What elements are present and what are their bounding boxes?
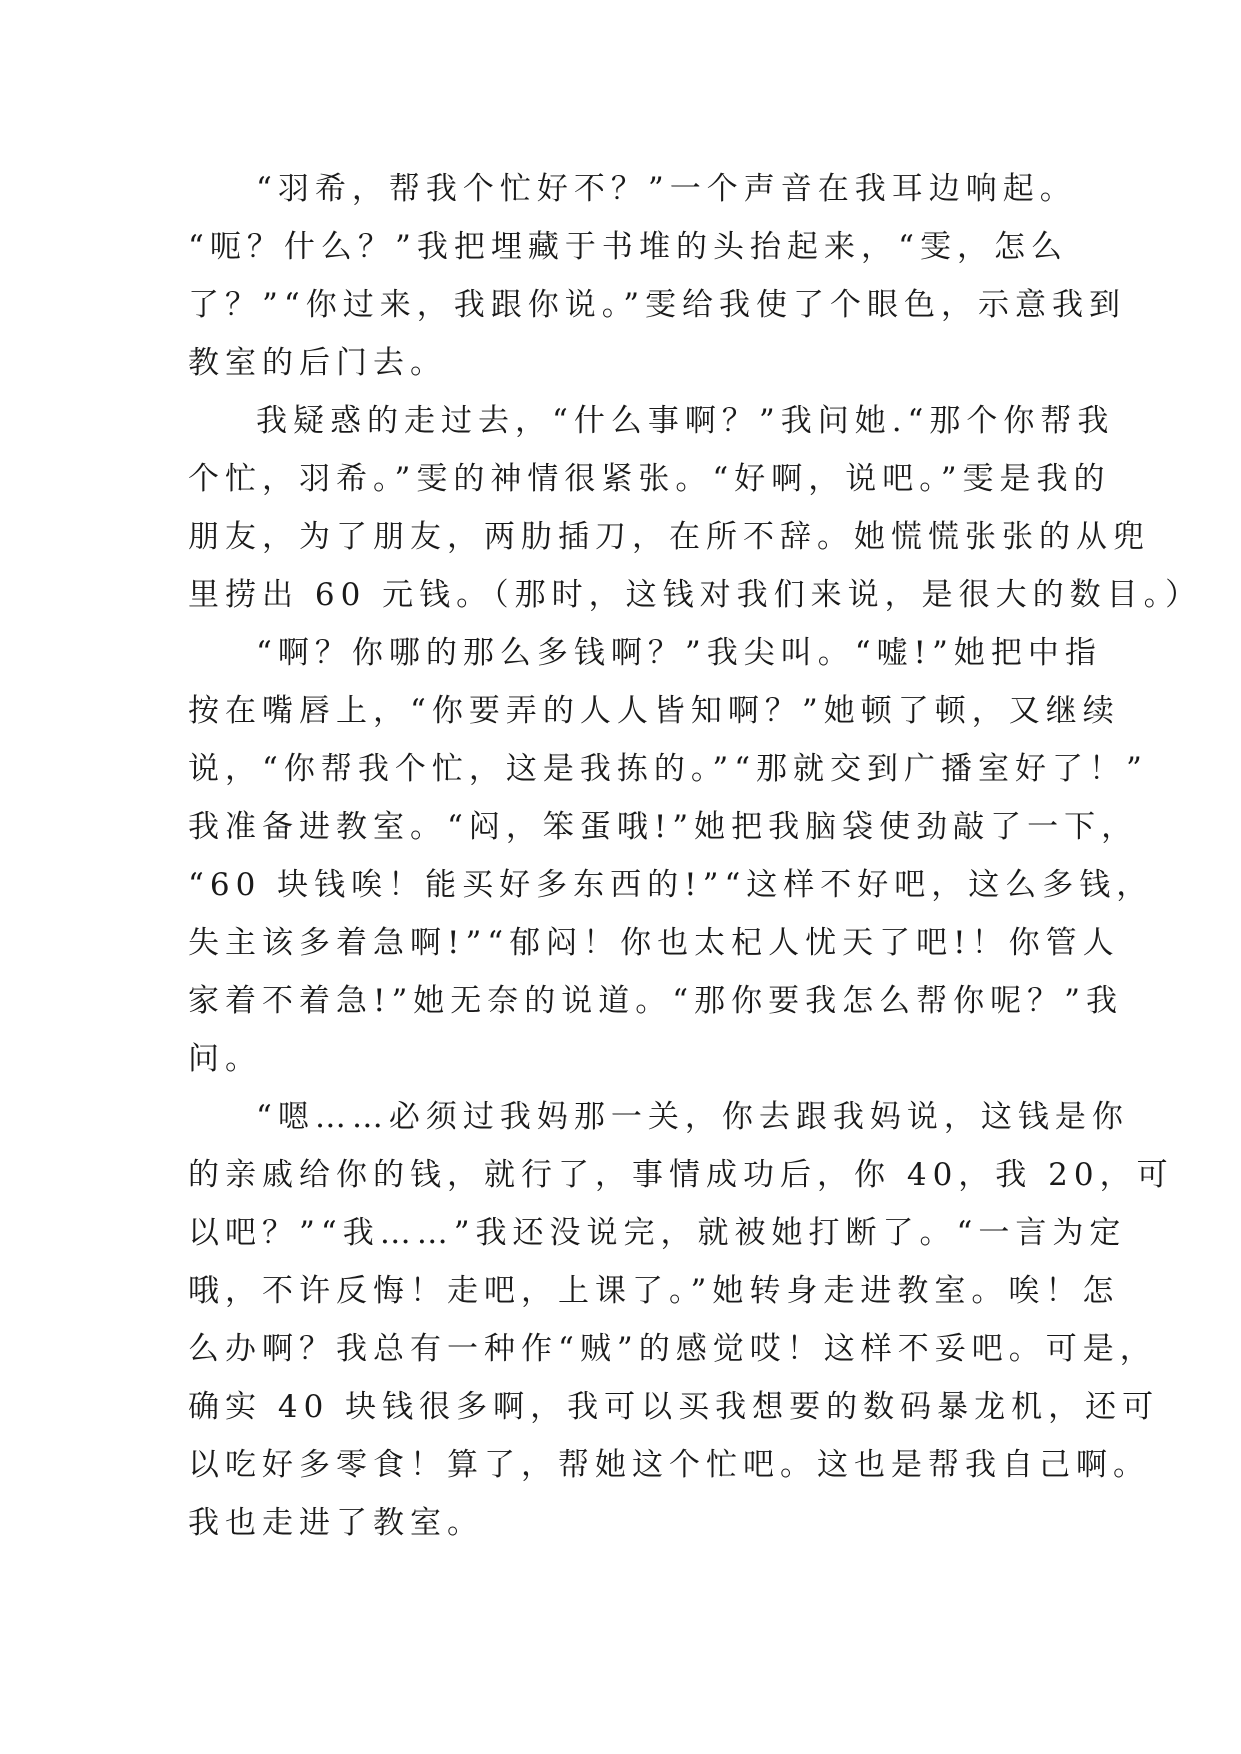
paragraph-3	[188, 624, 1154, 1088]
text-line: 的亲戚给你的钱，就行了，事情成功后，你 40，我 20，可	[188, 1157, 1174, 1193]
text-line: 我准备进教室。“闷，笨蛋哦!”她把我脑袋使劲敲了一下，	[188, 809, 1139, 845]
text-line: 说，“你帮我个忙，这是我拣的。”“那就交到广播室好了！”	[188, 751, 1148, 787]
text-line: “60 块钱唉！能买好多东西的!”“这样不好吧，这么多钱，	[188, 867, 1154, 903]
paragraph-4	[188, 1088, 1174, 1552]
text-line: 以吃好多零食！算了，帮她这个忙吧。这也是帮我自己啊。	[188, 1447, 1150, 1483]
text-line: 里捞出 60 元钱。（那时，这钱对我们来说，是很大的数目。）	[188, 577, 1203, 613]
text-line: “羽希，帮我个忙好不？”一个声音在我耳边响起。	[256, 171, 1077, 207]
text-line: 家着不着急!”她无奈的说道。“那你要我怎么帮你呢？”我	[188, 983, 1123, 1019]
text-line: “呃？什么？”我把埋藏于书堆的头抬起来，“雯，怎么	[188, 229, 1068, 265]
text-line: 了？”“你过来，我跟你说。”雯给我使了个眼色，示意我到	[188, 287, 1127, 323]
text-line: 朋友，为了朋友，两肋插刀，在所不辞。她慌慌张张的从兜	[188, 519, 1150, 555]
paragraph-1	[188, 160, 1127, 392]
text-line: “啊？你哪的那么多钱啊？”我尖叫。“嘘!”她把中指	[256, 635, 1102, 671]
text-line: 问。	[188, 1041, 262, 1077]
text-line: 么办啊？我总有一种作“贼”的感觉哎！这样不妥吧。可是，	[188, 1331, 1157, 1367]
text-line: 按在嘴唇上，“你要弄的人人皆知啊？”她顿了顿，又继续	[188, 693, 1120, 729]
text-line: 确实 40 块钱很多啊，我可以买我想要的数码暴龙机，还可	[188, 1389, 1160, 1425]
text-line: “嗯……必须过我妈那一关，你去跟我妈说，这钱是你	[256, 1099, 1129, 1135]
document-body	[188, 160, 1203, 1552]
text-line: 哦，不许反悔！走吧，上课了。”她转身走进教室。唉！怎	[188, 1273, 1120, 1309]
text-line: 教室的后门去。	[188, 345, 447, 381]
text-line: 失主该多着急啊!”“郁闷！你也太杞人忧天了吧!！你管人	[188, 925, 1120, 961]
text-line: 我也走进了教室。	[188, 1505, 484, 1541]
text-line: 以吧？”“我……”我还没说完，就被她打断了。“一言为定	[188, 1215, 1127, 1251]
text-line: 我疑惑的走过去，“什么事啊？”我问她.“那个你帮我	[256, 403, 1115, 439]
paragraph-2	[188, 392, 1203, 624]
text-line: 个忙，羽希。”雯的神情很紧张。“好啊，说吧。”雯是我的	[188, 461, 1111, 497]
